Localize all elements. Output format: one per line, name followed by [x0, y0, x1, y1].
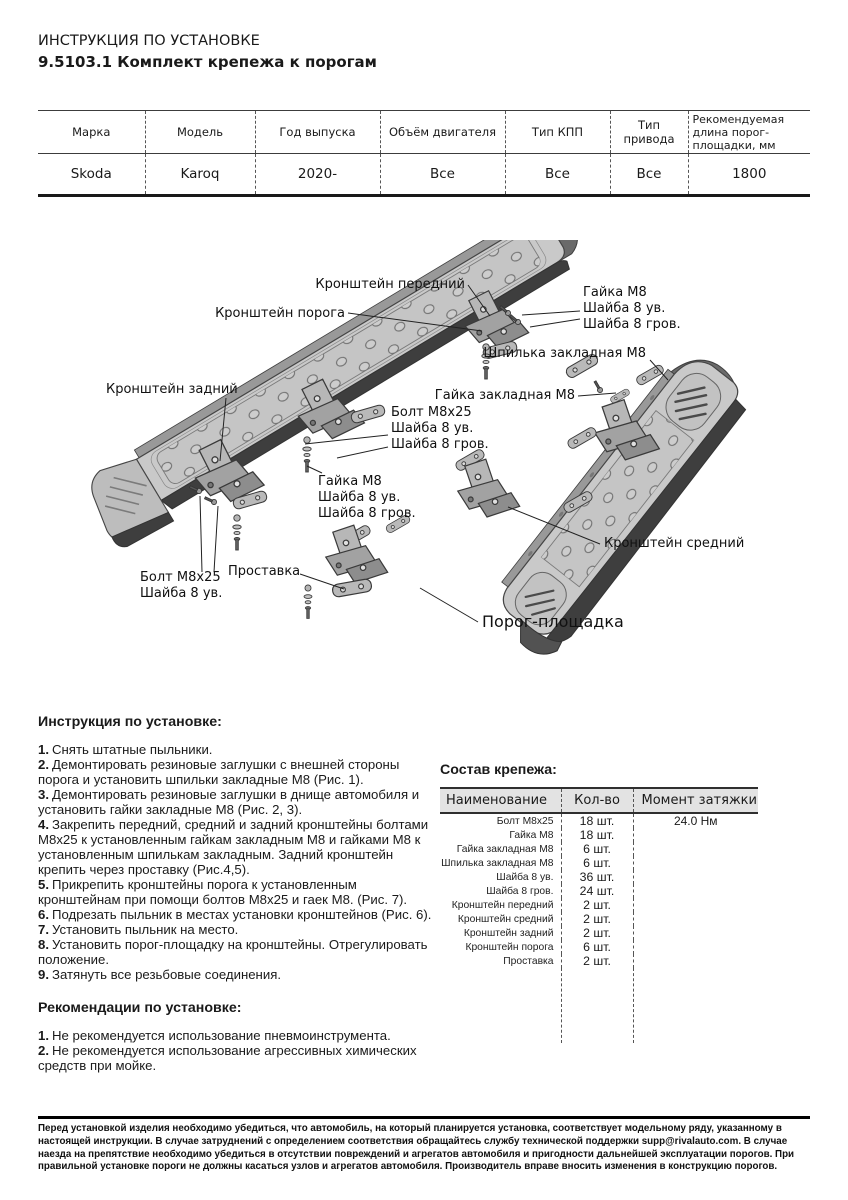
parts-row: Шпилька закладная М8 6 шт. — [440, 856, 758, 870]
parts-col-name: Наименование — [440, 788, 561, 813]
label-rear-bracket: Кронштейн задний — [106, 382, 238, 397]
label-bolt-rear-1: Болт М8х25 — [140, 570, 221, 585]
vehicle-table-data-row — [38, 154, 810, 196]
year-value: 2020- — [255, 154, 380, 196]
vehicle-spec-table — [38, 110, 810, 197]
label-sill-bracket: Кронштейн порога — [215, 306, 345, 321]
instruction-item: 5. Прикрепить кронштейны порога к установленным кронштейнам при помощи болтов М8х25 и гаек М8. (Рис. 7). — [38, 877, 408, 907]
footer-disclaimer — [38, 1116, 810, 1174]
parts-row: Проставка 2 шт. — [440, 954, 758, 968]
instruction-item: 6. Подрезать пыльник в местах установки кронштейнов (Рис. 6). — [38, 907, 432, 922]
fasteners-list-section — [440, 762, 758, 1043]
strip-mid-1 — [566, 426, 597, 450]
label-stud: Шпилька закладная М8 — [483, 346, 646, 361]
drive-value: Все — [610, 154, 688, 196]
col-model: Модель — [145, 111, 255, 154]
label-bolt-rear-2: Шайба 8 ув. — [140, 586, 223, 601]
brand-value: Skoda — [70, 166, 112, 182]
footer-text: Перед установкой изделия необходимо убедиться, что автомобиль, на который планируется установка, соответствует модельному ряду, указанному в настоящей инструкции. В случае затруднений с определением соответствия обращайтесь службу технической поддержки supp@rivalauto.com. В случае наезда на препятствие необходимо убедиться в отсутствии повреждений и агрегатов автомобиля и пригодности дальнейшей эксплуатации порогов. При правильной установке пороги не должны касаться узлов и агрегатов автомобиля. Производитель вправе вносить изменения в конструкцию порогов. — [38, 1123, 795, 1173]
recommendations-heading: Рекомендации по установке: — [38, 1000, 242, 1016]
label-bolt-mid-3: Шайба 8 гров. — [391, 437, 489, 452]
label-bolt-mid-1: Болт М8х25 — [391, 405, 472, 420]
instruction-item: 3. Демонтировать резиновые заглушки в днище автомобиля и установить гайки закладные М8 (Рис. 2, 3). — [38, 787, 420, 817]
label-nut-mid-1: Гайка М8 — [318, 474, 382, 489]
parts-row: Болт М8х25 18 шт. 24.0 Нм — [496, 814, 718, 828]
instruction-item: 7. Установить пыльник на место. — [38, 922, 239, 937]
label-nut-mid-3: Шайба 8 гров. — [318, 506, 416, 521]
vehicle-table-header-row — [38, 111, 810, 154]
instruction-item: 4. Закрепить передний, средний и задний кронштейны болтами М8х25 к установленным гайкам закладным М8 и гайками М8 к установленным шпилькам закладным. Задний кронштейн крепить через проставку (Рис.4,5). — [38, 817, 429, 877]
spacer-plate-drawing — [332, 578, 373, 597]
parts-table-header-row — [440, 788, 758, 813]
hardware-mid — [303, 437, 311, 472]
label-spacer: Проставка — [228, 564, 301, 579]
parts-row: Гайка М8 18 шт. — [440, 828, 758, 842]
label-nut-m8-top-2: Шайба 8 ув. — [583, 301, 666, 316]
instruction-item: 9. Затянуть все резьбовые соединения. — [38, 967, 282, 982]
label-bolt-mid-2: Шайба 8 ув. — [391, 421, 474, 436]
parts-row: Шайба 8 ув. 36 шт. — [440, 870, 758, 884]
engine-value: Все — [380, 154, 505, 196]
recommendation-item: 1. Не рекомендуется использование пневмоинструмента. — [38, 1028, 391, 1043]
label-nut-mid-2: Шайба 8 ув. — [318, 490, 401, 505]
hardware-rear — [233, 515, 241, 550]
col-drive: Тип привода — [610, 111, 688, 154]
middle-bracket-drawing — [455, 456, 521, 520]
parts-row: Кронштейн задний 2 шт. — [440, 926, 758, 940]
hardware-lower — [304, 585, 312, 618]
label-captive-nut: Гайка закладная М8 — [434, 388, 575, 403]
document-subtitle: 9.5103.1 Комплект крепежа к порогам — [38, 53, 377, 71]
parts-col-qty: Кол-во — [561, 788, 633, 813]
parts-table-dashed-extension — [440, 968, 758, 1043]
instruction-item: 1. Снять штатные пыльники. — [38, 742, 213, 757]
label-nut-m8-top-1: Гайка М8 — [583, 285, 647, 300]
parts-col-torque: Момент затяжки — [633, 788, 758, 813]
label-front-bracket: Кронштейн передний — [315, 277, 465, 292]
parts-row: Кронштейн средний 2 шт. — [440, 912, 758, 926]
sill-bracket-mid-drawing — [350, 404, 386, 424]
exploded-assembly-diagram — [0, 240, 848, 660]
label-running-board: Порог-площадка — [482, 612, 624, 631]
instruction-item: 8. Установить порог-площадку на кронштейны. Отрегулировать положение. — [38, 937, 428, 967]
instructions-heading: Инструкция по установке: — [38, 714, 222, 730]
instruction-item: 2. Демонтировать резиновые заглушки с внешней стороны порога и установить шпильки закладные М8 (Рис. 1). — [38, 757, 400, 787]
col-engine: Объём двигателя — [380, 111, 505, 154]
parts-table — [440, 787, 758, 968]
lower-bracket-drawing — [323, 522, 389, 586]
board-length-value: 1800 — [688, 154, 810, 196]
col-board-length: Рекомендуемая длина порог-площадки, мм — [688, 111, 810, 154]
document-title: ИНСТРУКЦИЯ ПО УСТАНОВКЕ — [38, 33, 260, 49]
parts-heading: Состав крепежа: — [440, 762, 557, 778]
stud-bolt — [593, 380, 604, 394]
col-brand: Марка — [72, 125, 111, 139]
gearbox-value: Все — [505, 154, 610, 196]
parts-row: Шайба 8 гров. 24 шт. — [440, 884, 758, 898]
label-middle-bracket: Кронштейн средний — [604, 536, 745, 551]
recommendation-item: 2. Не рекомендуется использование агрессивных химических средств при мойке. — [38, 1043, 417, 1073]
col-year: Год выпуска — [255, 111, 380, 154]
model-value: Karoq — [145, 154, 255, 196]
col-gearbox: Тип КПП — [505, 111, 610, 154]
parts-row: Кронштейн передний 2 шт. — [440, 898, 758, 912]
parts-row: Гайка закладная М8 6 шт. — [440, 842, 758, 856]
installation-instructions-section — [38, 714, 438, 1073]
label-nut-m8-top-3: Шайба 8 гров. — [583, 317, 681, 332]
parts-row: Кронштейн порога 6 шт. — [440, 940, 758, 954]
bolt-rear-2 — [204, 495, 218, 505]
